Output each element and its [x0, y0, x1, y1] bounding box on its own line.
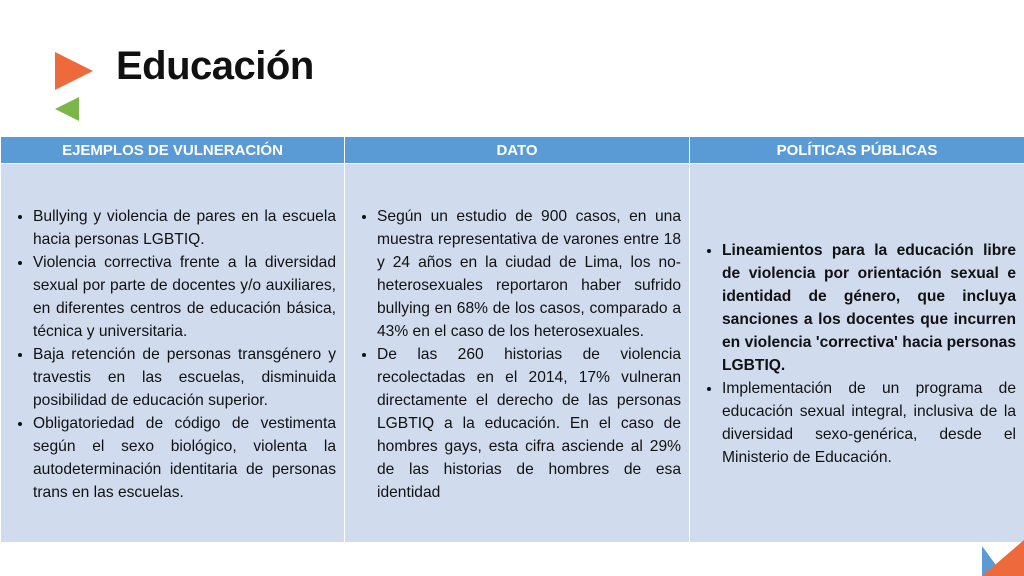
- politicas-list: [690, 239, 1016, 469]
- list-item: • Baja retención de personas transgénero y travestis en las escuelas, disminuida posibilidad de educación superior.: [33, 343, 336, 412]
- header-politicas: POLÍTICAS PÚBLICAS: [690, 137, 1024, 164]
- list-item: • Bullying y violencia de pares en la escuela hacia personas LGBTIQ.: [33, 205, 336, 251]
- list-item: • Violencia correctiva frente a la diversidad sexual por parte de docentes y/o auxiliares, en diferentes centros de educación básica, técnica y universitaria.: [33, 251, 336, 343]
- cell-ejemplos: [1, 164, 345, 543]
- logo-arrow-green-icon: [55, 97, 79, 121]
- corner-decoration-orange-icon: [982, 540, 1024, 576]
- list-item: • Lineamientos para la educación libre de violencia por orientación sexual e identidad de género, que incluya sanciones a los docentes que incurren en violencia 'correctiva' hacia personas LGBTIQ.: [722, 239, 1016, 377]
- education-table: [0, 136, 1024, 543]
- list-item: • Según un estudio de 900 casos, en una muestra representativa de varones entre 18 y 24 años en la ciudad de Lima, los no-heterosexuales reportaron haber sufrido bullying en 68% de los casos, comparado a 43% en el caso de los heterosexuales.: [377, 205, 681, 343]
- dato-list: [345, 205, 681, 504]
- cell-politicas: [690, 164, 1024, 543]
- table-header-row: [1, 137, 1024, 164]
- header-ejemplos: EJEMPLOS DE VULNERACIÓN: [1, 137, 345, 164]
- list-item: • Implementación de un programa de educación sexual integral, inclusiva de la diversidad sexo-genérica, desde el Ministerio de Educación.: [722, 377, 1016, 469]
- ejemplos-list: [1, 205, 336, 504]
- list-item: • Obligatoriedad de código de vestimenta según el sexo biológico, violenta la autodeterminación identitaria de personas trans en las escuelas.: [33, 412, 336, 504]
- cell-dato: [345, 164, 690, 543]
- logo-arrow-orange-icon: [55, 52, 93, 90]
- header-dato: DATO: [345, 137, 690, 164]
- table-row: [1, 164, 1024, 543]
- list-item: • De las 260 historias de violencia recolectadas en el 2014, 17% vulneran directamente el derecho de las personas LGBTIQ a la educación. En el caso de hombres gays, esta cifra asciende al 29% de las historias de hombres de esa identidad: [377, 343, 681, 504]
- page-title: Educación: [116, 44, 314, 88]
